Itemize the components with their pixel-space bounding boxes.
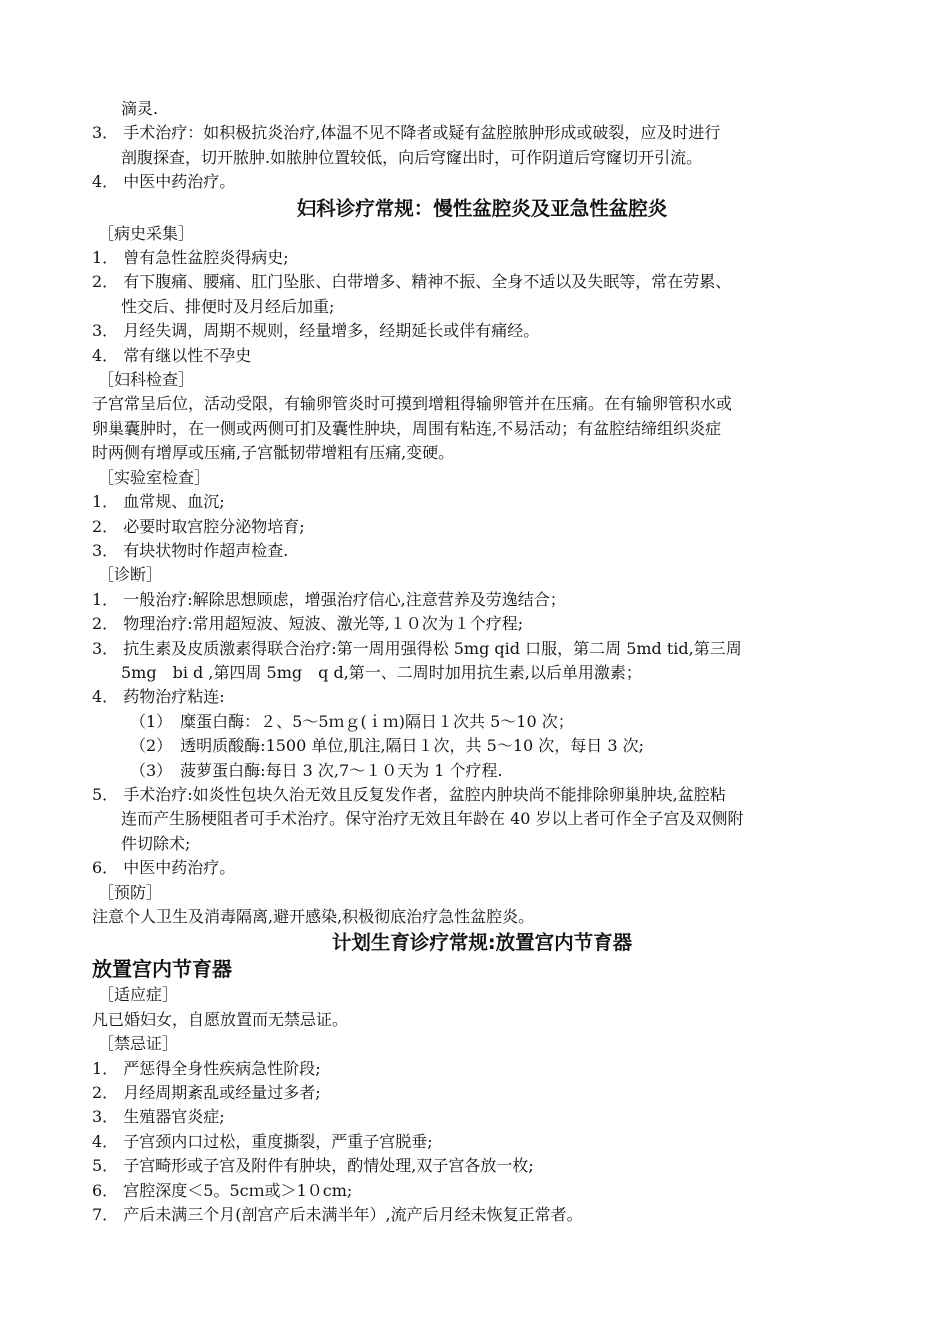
- list-item: 1． 严惩得全身性疾病急性阶段;: [92, 1058, 321, 1078]
- list-item: 3． 手术治疗：如积极抗炎治疗,体温不见不降者或疑有盆腔脓肿形成或破裂，应及时进行: [92, 123, 721, 143]
- list-item: 4． 常有继以性不孕史: [92, 345, 252, 365]
- list-item: 5． 手术治疗:如炎性包块久治无效且反复发作者，盆腔内肿块尚不能排除卵巢肿块,盆腔粘: [92, 784, 726, 804]
- list-item: 4． 药物治疗粘连:: [92, 687, 225, 707]
- text-line: 滴灵.: [121, 99, 159, 118]
- section-label: ［禁忌证］: [98, 1034, 179, 1054]
- list-item: 2． 月经周期紊乱或经量过多者;: [92, 1083, 321, 1103]
- list-item: 3． 生殖器官炎症;: [92, 1107, 225, 1127]
- list-item: 7． 产后未满三个月(剖宫产后未满半年）,流产后月经未恢复正常者。: [92, 1205, 583, 1225]
- section-label: ［预防］: [98, 882, 163, 902]
- list-item: 2． 必要时取宫腔分泌物培育;: [92, 516, 305, 536]
- paragraph-line: 卵巢囊肿时，在一侧或两侧可扪及囊性肿块，周围有粘连,不易活动；有盆腔结缔组织炎症: [92, 418, 722, 438]
- sub-list-item: （1） 糜蛋白酶：２、5～5ｍｇ(ｉｍ)隔日１次共 5～10 次；: [130, 711, 574, 731]
- list-item: 1． 血常规、血沉;: [92, 492, 225, 512]
- list-item: 4． 中医中药治疗。: [92, 172, 236, 192]
- list-item: 4． 子宫颈内口过松，重度撕裂，严重子宫脱垂;: [92, 1131, 433, 1151]
- section-label: ［妇科检查］: [98, 370, 195, 390]
- list-item: 1． 曾有急性盆腔炎得病史;: [92, 248, 289, 268]
- section-title: 计划生育诊疗常规:放置宫内节育器: [331, 931, 633, 955]
- document-page: [92, 97, 872, 1227]
- text-line: 性交后、排便时及月经后加重;: [121, 296, 335, 316]
- text-line: 5mg bi d ,第四周 5mg q d,第一、二周时加用抗生素,以后单用激素；: [121, 662, 642, 682]
- list-item: 3． 抗生素及皮质激素得联合治疗:第一周用强得松 5mg qid 口服，第二周 5md tid,第三周: [92, 638, 742, 658]
- list-item: 3． 月经失调，周期不规则，经量增多，经期延长或伴有痛经。: [92, 321, 540, 341]
- text-line: 连而产生肠梗阻者可手术治疗。保守治疗无效且年龄在 40 岁以上者可作全子宫及双侧附: [121, 809, 744, 829]
- list-item: 6． 宫腔深度＜5。5cｍ或＞1０cm;: [92, 1180, 353, 1200]
- paragraph-line: 注意个人卫生及消毒隔离,避开感染,积极彻底治疗急性盆腔炎。: [92, 907, 535, 926]
- section-title: 妇科诊疗常规：慢性盆腔炎及亚急性盆腔炎: [296, 196, 668, 220]
- paragraph-line: 子宫常呈后位，活动受限，有输卵管炎时可摸到增粗得输卵管并在压痛。在有输卵管积水或: [92, 394, 733, 414]
- list-item: 5． 子宫畸形或子宫及附件有肿块，酌情处理,双子宫各放一枚;: [92, 1156, 534, 1176]
- paragraph-line: 时两侧有增厚或压痛,子宫骶韧带增粗有压痛,变硬。: [92, 443, 455, 463]
- list-item: 6． 中医中药治疗。: [92, 858, 236, 878]
- list-item: 1． 一般治疗:解除思想顾虑，增强治疗信心,注意营养及劳逸结合；: [92, 589, 566, 609]
- sub-list-item: （2） 透明质酸酶:1500 单位,肌注,隔日１次，共 5～10 次，每日 3 次;: [130, 736, 645, 756]
- list-item: 2． 有下腹痛、腰痛、肛门坠胀、白带增多、精神不振、全身不适以及失眠等，常在劳累、: [92, 272, 732, 292]
- section-label: ［诊断］: [98, 565, 163, 585]
- paragraph-line: 凡已婚妇女，自愿放置而无禁忌证。: [92, 1009, 349, 1029]
- section-label: ［实验室检查］: [98, 467, 211, 487]
- text-line: 件切除术;: [121, 833, 191, 853]
- sub-list-item: （3） 菠萝蛋白酶:每日 3 次,7～１０天为 1 个疗程.: [130, 760, 503, 780]
- list-item: 2． 物理治疗:常用超短波、短波、激光等,１０次为１个疗程;: [92, 614, 524, 634]
- list-item: 3． 有块状物时作超声检查.: [92, 540, 289, 560]
- section-label: ［病史采集］: [98, 223, 195, 243]
- section-label: ［适应症］: [98, 985, 179, 1005]
- text-line: 剖腹探查，切开脓肿.如脓肿位置较低，向后穹窿出时，可作阴道后穹窿切开引流。: [121, 147, 703, 167]
- subsection-heading: 放置宫内节育器: [92, 957, 232, 982]
